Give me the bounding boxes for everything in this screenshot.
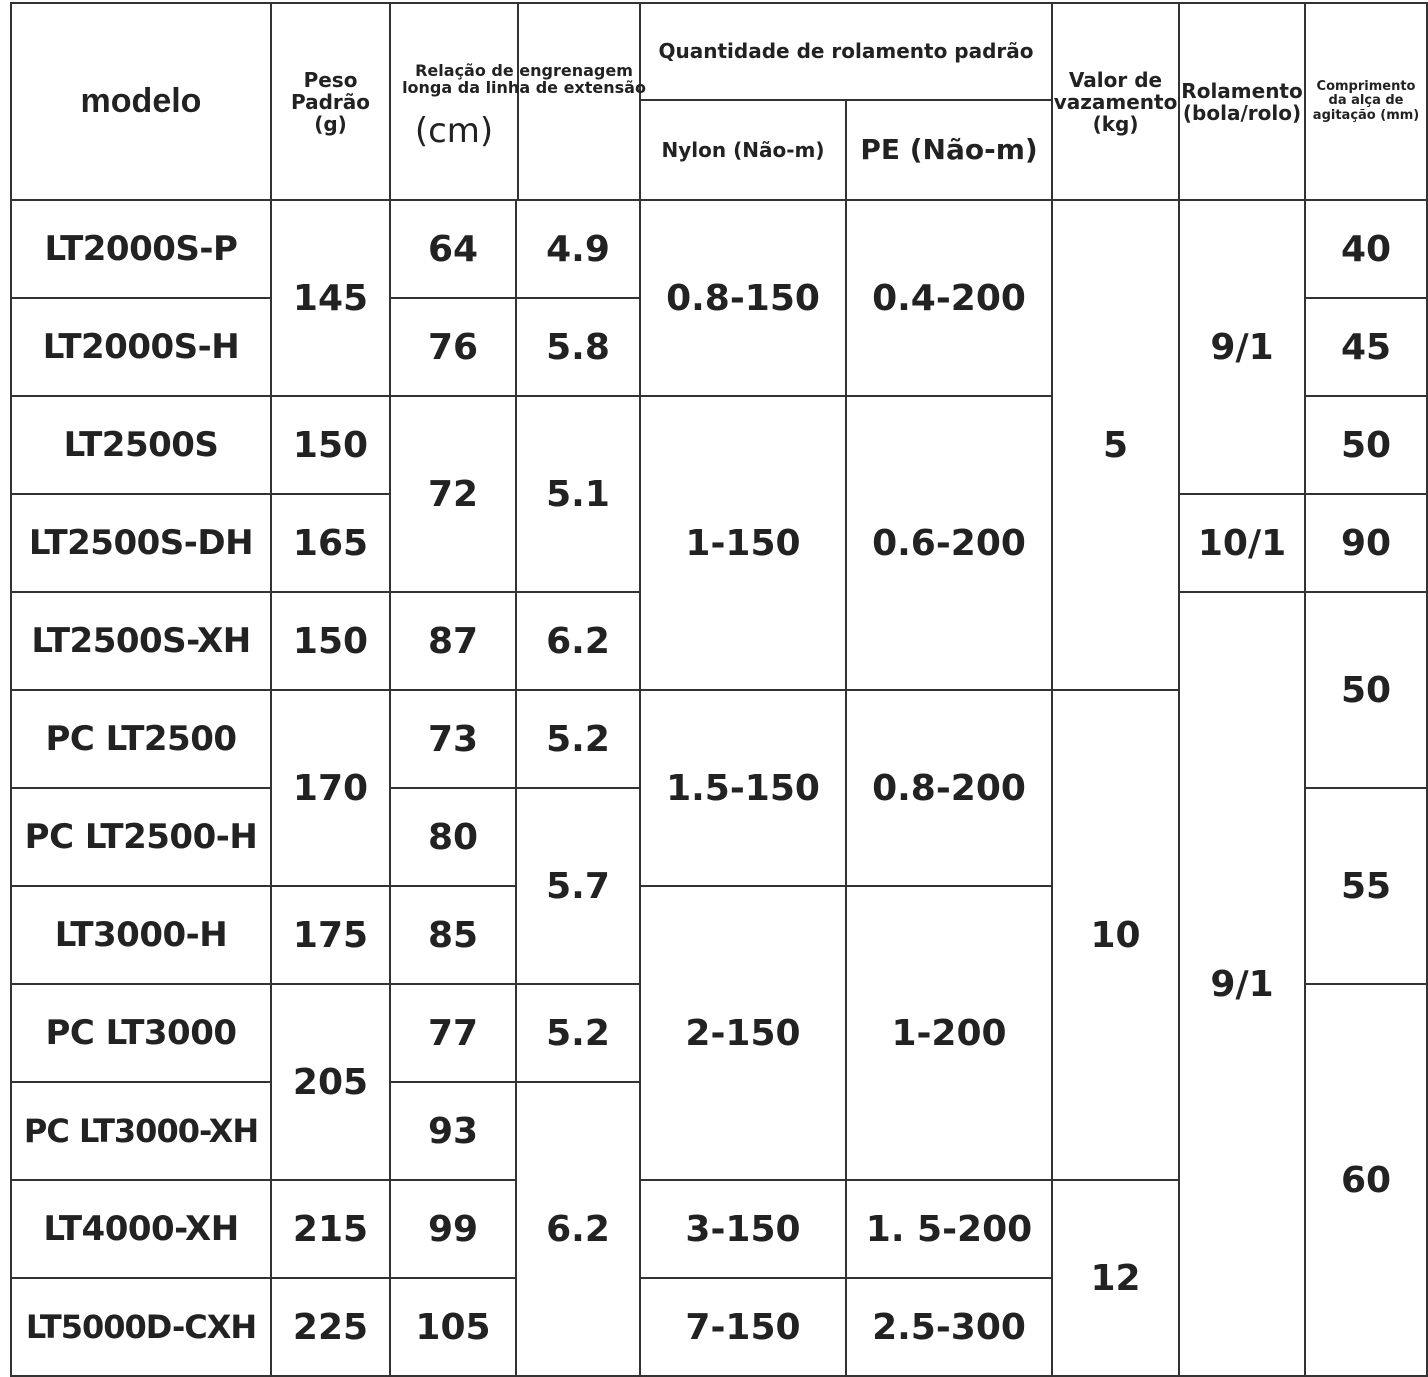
weight-cell: 225 <box>271 1278 390 1376</box>
weight-cell: 145 <box>271 200 390 396</box>
bearings-cell: 9/1 <box>1179 200 1305 494</box>
weight-cell: 150 <box>271 396 390 494</box>
model-cell: LT3000-H <box>11 886 271 984</box>
handle-cell: 45 <box>1305 298 1427 396</box>
header-model: modelo <box>11 3 271 200</box>
header-weight: Peso Padrão (g) <box>271 3 390 200</box>
spec-table <box>10 2 1428 1377</box>
retrieve-cell: 105 <box>390 1278 516 1376</box>
nylon-cell: 3-150 <box>640 1180 846 1278</box>
gear-cell: 5.1 <box>516 396 640 592</box>
weight-cell: 150 <box>271 592 390 690</box>
model-cell: LT2500S-XH <box>11 592 271 690</box>
drag-cell: 12 <box>1052 1180 1179 1376</box>
retrieve-cell: 77 <box>390 984 516 1082</box>
model-cell: LT5000D-CXH <box>11 1278 271 1376</box>
drag-cell: 5 <box>1052 200 1179 690</box>
header-pe: PE (Não-m) <box>846 100 1052 200</box>
nylon-cell: 0.8-150 <box>640 200 846 396</box>
handle-cell: 50 <box>1305 396 1427 494</box>
retrieve-cell: 93 <box>390 1082 516 1180</box>
weight-cell: 165 <box>271 494 390 592</box>
retrieve-cell: 72 <box>390 396 516 592</box>
bearings-cell: 9/1 <box>1179 592 1305 1376</box>
retrieve-cell: 80 <box>390 788 516 886</box>
gear-cell: 5.2 <box>516 984 640 1082</box>
header-nylon: Nylon (Não-m) <box>640 100 846 200</box>
header-drag: Valor de vazamento (kg) <box>1052 3 1179 200</box>
header-gear-group <box>390 3 646 200</box>
pe-cell: 0.4-200 <box>846 200 1052 396</box>
pe-cell: 0.8-200 <box>846 690 1052 886</box>
nylon-cell: 2-150 <box>640 886 846 1180</box>
retrieve-cell: 85 <box>390 886 516 984</box>
nylon-cell: 7-150 <box>640 1278 846 1376</box>
handle-cell: 60 <box>1305 984 1427 1376</box>
pe-cell: 0.6-200 <box>846 396 1052 690</box>
gear-cell: 6.2 <box>516 1082 640 1376</box>
model-cell: PC LT3000 <box>11 984 271 1082</box>
nylon-cell: 1.5-150 <box>640 690 846 886</box>
header-bearings: Rolamento (bola/rolo) <box>1179 3 1305 200</box>
bearings-cell: 10/1 <box>1179 494 1305 592</box>
header-gear: Relação de engrenagem longa da linha de extensão <box>402 61 646 97</box>
weight-cell: 205 <box>271 984 390 1180</box>
drag-cell: 10 <box>1052 690 1179 1180</box>
gear-cell: 5.8 <box>516 298 640 396</box>
pe-cell: 2.5-300 <box>846 1278 1052 1376</box>
header-cm: (cm) <box>414 110 494 151</box>
retrieve-cell: 76 <box>390 298 516 396</box>
model-cell: LT2000S-P <box>11 200 271 298</box>
weight-cell: 170 <box>271 690 390 886</box>
retrieve-cell: 73 <box>390 690 516 788</box>
weight-cell: 215 <box>271 1180 390 1278</box>
gear-cell: 5.2 <box>516 690 640 788</box>
model-cell: LT2000S-H <box>11 298 271 396</box>
gear-cell: 4.9 <box>516 200 640 298</box>
handle-cell: 55 <box>1305 788 1427 984</box>
pe-cell: 1-200 <box>846 886 1052 1180</box>
gear-cell: 5.7 <box>516 788 640 984</box>
weight-cell: 175 <box>271 886 390 984</box>
model-cell: LT2500S-DH <box>11 494 271 592</box>
retrieve-cell: 64 <box>390 200 516 298</box>
pe-cell: 1. 5-200 <box>846 1180 1052 1278</box>
model-cell: PC LT2500-H <box>11 788 271 886</box>
retrieve-cell: 99 <box>390 1180 516 1278</box>
header-handle: Comprimento da alça de agitação (mm) <box>1305 3 1427 200</box>
model-cell: LT4000-XH <box>11 1180 271 1278</box>
retrieve-cell: 87 <box>390 592 516 690</box>
handle-cell: 50 <box>1305 592 1427 788</box>
gear-cell: 6.2 <box>516 592 640 690</box>
handle-cell: 90 <box>1305 494 1427 592</box>
model-cell: PC LT3000-XH <box>11 1082 271 1180</box>
model-cell: LT2500S <box>11 396 271 494</box>
header-capacity: Quantidade de rolamento padrão <box>640 3 1052 100</box>
model-cell: PC LT2500 <box>11 690 271 788</box>
handle-cell: 40 <box>1305 200 1427 298</box>
nylon-cell: 1-150 <box>640 396 846 690</box>
